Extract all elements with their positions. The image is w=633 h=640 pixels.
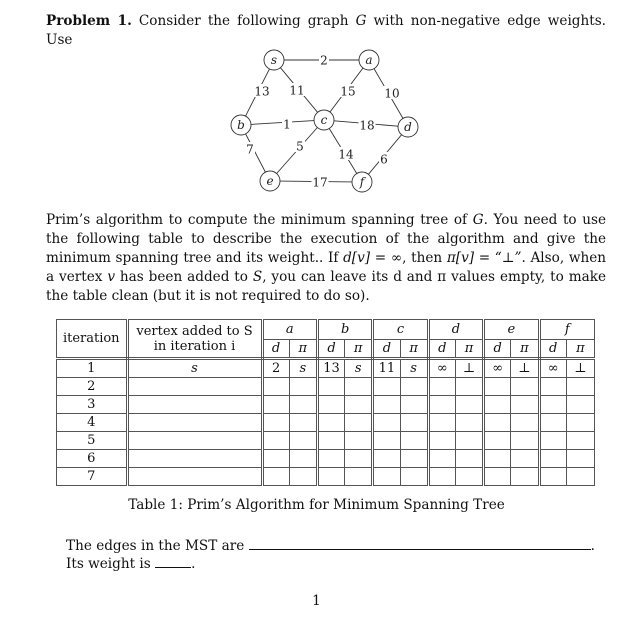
table-row bbox=[57, 396, 595, 414]
cell-pi-c[interactable] bbox=[400, 396, 428, 414]
cell-d-b[interactable] bbox=[317, 450, 344, 468]
cell-d-f[interactable]: ∞ bbox=[539, 359, 566, 378]
node-label-d: d bbox=[404, 120, 412, 134]
cell-d-d[interactable] bbox=[428, 414, 455, 432]
cell-pi-b[interactable] bbox=[345, 378, 373, 396]
cell-vertex-added[interactable] bbox=[127, 468, 262, 486]
cell-vertex-added[interactable] bbox=[127, 432, 262, 450]
table-row bbox=[57, 450, 595, 468]
cell-d-a[interactable] bbox=[262, 432, 289, 450]
cell-d-a[interactable] bbox=[262, 450, 289, 468]
instructions-text-1: Prim’s algorithm to compute the minimum spanning tree of bbox=[46, 212, 473, 228]
cell-pi-b[interactable]: s bbox=[345, 359, 373, 378]
cell-d-b[interactable] bbox=[317, 468, 344, 486]
header-d-e: d bbox=[484, 340, 511, 359]
header-vertex-line-2: in iteration i bbox=[153, 338, 236, 354]
cell-d-e[interactable] bbox=[484, 414, 511, 432]
edge-weight-e-f: 17 bbox=[312, 175, 328, 190]
cell-iteration: 2 bbox=[57, 378, 128, 396]
cell-iteration: 1 bbox=[57, 359, 128, 378]
cell-pi-a[interactable] bbox=[289, 468, 317, 486]
instructions-text-5: has been added to bbox=[115, 269, 253, 285]
cell-pi-b[interactable] bbox=[345, 468, 373, 486]
cell-iteration: 5 bbox=[57, 432, 128, 450]
cell-d-f[interactable] bbox=[539, 432, 566, 450]
cell-d-c[interactable] bbox=[373, 396, 400, 414]
cell-vertex-added[interactable] bbox=[127, 414, 262, 432]
instructions-vertex-v: v bbox=[107, 269, 116, 285]
cell-d-c[interactable] bbox=[373, 468, 400, 486]
cell-pi-c[interactable] bbox=[400, 450, 428, 468]
cell-d-e[interactable] bbox=[484, 396, 511, 414]
cell-d-d[interactable] bbox=[428, 378, 455, 396]
table-row bbox=[57, 359, 595, 378]
cell-d-f[interactable] bbox=[539, 468, 566, 486]
instructions-text-3: , then bbox=[402, 250, 447, 266]
cell-pi-f[interactable] bbox=[566, 432, 594, 450]
cell-pi-d[interactable] bbox=[455, 468, 483, 486]
cell-d-a[interactable] bbox=[262, 414, 289, 432]
cell-d-e[interactable]: ∞ bbox=[484, 359, 511, 378]
header-d-d: d bbox=[428, 340, 455, 359]
cell-pi-e[interactable] bbox=[511, 450, 539, 468]
instructions-graph-name: G bbox=[472, 212, 484, 228]
cell-pi-d[interactable] bbox=[455, 432, 483, 450]
header-vertex-c: c bbox=[373, 320, 428, 340]
cell-d-f[interactable] bbox=[539, 396, 566, 414]
cell-d-b[interactable] bbox=[317, 378, 344, 396]
cell-pi-e[interactable] bbox=[511, 378, 539, 396]
cell-pi-b[interactable] bbox=[345, 414, 373, 432]
mst-weight-label: Its weight is bbox=[66, 556, 151, 572]
problem-intro: Consider the following graph bbox=[138, 13, 349, 29]
header-vertex-e: e bbox=[484, 320, 539, 340]
header-vertex-f: f bbox=[539, 320, 594, 340]
cell-iteration: 7 bbox=[57, 468, 128, 486]
edge-weight-s-a: 2 bbox=[320, 53, 328, 68]
cell-pi-d[interactable] bbox=[455, 396, 483, 414]
table-caption: Table 1: Prim’s Algorithm for Minimum Spanning Tree bbox=[128, 497, 505, 513]
cell-d-d[interactable] bbox=[428, 468, 455, 486]
edge-weight-a-d: 10 bbox=[384, 86, 400, 101]
cell-pi-f[interactable] bbox=[566, 396, 594, 414]
cell-d-b[interactable] bbox=[317, 396, 344, 414]
cell-vertex-added[interactable]: s bbox=[127, 359, 262, 378]
edge-weight-b-c: 1 bbox=[283, 117, 291, 132]
cell-d-a[interactable] bbox=[262, 468, 289, 486]
mst-weight-blank[interactable] bbox=[155, 555, 191, 568]
cell-pi-c[interactable]: s bbox=[400, 359, 428, 378]
node-label-e: e bbox=[266, 174, 274, 188]
cell-d-a[interactable]: 2 bbox=[262, 359, 289, 378]
cell-pi-f[interactable] bbox=[566, 468, 594, 486]
cell-pi-f[interactable] bbox=[566, 378, 594, 396]
cell-pi-e[interactable] bbox=[511, 396, 539, 414]
cell-pi-e[interactable]: ⊥ bbox=[511, 359, 539, 378]
cell-iteration: 6 bbox=[57, 450, 128, 468]
header-vertex-b: b bbox=[317, 320, 372, 340]
cell-pi-f[interactable]: ⊥ bbox=[566, 359, 594, 378]
prim-table bbox=[56, 319, 595, 486]
instructions-text-2: . You need to use the following table to describe the execution of the algorithm and give the minimum spanning tree and its weight.. If bbox=[46, 212, 606, 266]
instructions-text-6: , you can leave its d and π values empty, to make the table clean (but it is not required to do so). bbox=[46, 269, 606, 304]
header-vertex-a: a bbox=[262, 320, 317, 340]
cell-vertex-added[interactable] bbox=[127, 378, 262, 396]
table-row bbox=[57, 414, 595, 432]
instructions-condition-1: d[v] = ∞ bbox=[343, 250, 403, 266]
header-iteration: iteration bbox=[57, 320, 128, 359]
header-pi-f: π bbox=[566, 340, 594, 359]
cell-pi-a[interactable] bbox=[289, 414, 317, 432]
cell-pi-a[interactable]: s bbox=[289, 359, 317, 378]
header-d-f: d bbox=[539, 340, 566, 359]
node-label-s: s bbox=[270, 53, 278, 67]
cell-d-e[interactable] bbox=[484, 450, 511, 468]
node-label-c: c bbox=[320, 113, 328, 127]
cell-d-c[interactable]: 11 bbox=[373, 359, 400, 378]
header-pi-d: π bbox=[455, 340, 483, 359]
cell-pi-d[interactable]: ⊥ bbox=[455, 359, 483, 378]
cell-d-d[interactable] bbox=[428, 450, 455, 468]
cell-pi-c[interactable] bbox=[400, 468, 428, 486]
graph-diagram bbox=[0, 0, 633, 200]
cell-d-a[interactable] bbox=[262, 396, 289, 414]
node-label-b: b bbox=[237, 118, 245, 132]
edge-weight-b-e: 7 bbox=[246, 142, 254, 157]
header-vertex-added bbox=[127, 320, 262, 359]
instructions-paragraph bbox=[46, 211, 606, 306]
cell-d-f[interactable] bbox=[539, 450, 566, 468]
cell-d-d[interactable]: ∞ bbox=[428, 359, 455, 378]
cell-d-e[interactable] bbox=[484, 378, 511, 396]
cell-d-c[interactable] bbox=[373, 414, 400, 432]
table-row bbox=[57, 378, 595, 396]
instructions-condition-2: π[v] = “⊥” bbox=[446, 250, 522, 266]
header-vertex-d: d bbox=[428, 320, 483, 340]
cell-pi-c[interactable] bbox=[400, 378, 428, 396]
instructions-text-4: . Also, when a vertex bbox=[46, 250, 607, 285]
edge-weight-c-f: 14 bbox=[338, 147, 354, 162]
header-pi-b: π bbox=[345, 340, 373, 359]
cell-d-d[interactable] bbox=[428, 396, 455, 414]
cell-pi-c[interactable] bbox=[400, 432, 428, 450]
cell-pi-d[interactable] bbox=[455, 414, 483, 432]
mst-weight-line: Its weight is . bbox=[66, 556, 196, 572]
mst-edges-blank[interactable] bbox=[249, 537, 591, 550]
mst-edges-label: The edges in the MST are bbox=[66, 538, 245, 554]
header-d-c: d bbox=[373, 340, 400, 359]
header-pi-a: π bbox=[289, 340, 317, 359]
cell-d-b[interactable]: 13 bbox=[317, 359, 344, 378]
cell-d-b[interactable] bbox=[317, 432, 344, 450]
cell-d-b[interactable] bbox=[317, 414, 344, 432]
cell-pi-e[interactable] bbox=[511, 414, 539, 432]
problem-label: Problem 1. bbox=[46, 13, 132, 29]
edge-weight-d-f: 6 bbox=[380, 152, 388, 167]
cell-pi-a[interactable] bbox=[289, 378, 317, 396]
instructions-set-S: S bbox=[252, 269, 263, 285]
cell-d-c[interactable] bbox=[373, 432, 400, 450]
cell-pi-e[interactable] bbox=[511, 468, 539, 486]
cell-pi-a[interactable] bbox=[289, 432, 317, 450]
edge-weight-a-c: 15 bbox=[340, 84, 356, 99]
cell-pi-f[interactable] bbox=[566, 450, 594, 468]
header-row-1 bbox=[57, 320, 595, 340]
header-d-b: d bbox=[317, 340, 344, 359]
edge-weight-s-c: 11 bbox=[289, 83, 305, 98]
cell-pi-b[interactable] bbox=[345, 450, 373, 468]
header-d-a: d bbox=[262, 340, 289, 359]
graph-name: G bbox=[355, 13, 367, 29]
cell-d-f[interactable] bbox=[539, 378, 566, 396]
edge-weight-s-b: 13 bbox=[254, 84, 270, 99]
cell-pi-f[interactable] bbox=[566, 414, 594, 432]
cell-pi-b[interactable] bbox=[345, 432, 373, 450]
cell-d-d[interactable] bbox=[428, 432, 455, 450]
cell-d-e[interactable] bbox=[484, 432, 511, 450]
node-label-f: f bbox=[359, 175, 365, 189]
mst-edges-line: The edges in the MST are . bbox=[66, 538, 595, 554]
cell-pi-b[interactable] bbox=[345, 396, 373, 414]
cell-d-c[interactable] bbox=[373, 378, 400, 396]
cell-iteration: 4 bbox=[57, 414, 128, 432]
problem-intro-end: with non-negative edge weights. Use bbox=[46, 13, 607, 48]
cell-vertex-added[interactable] bbox=[127, 396, 262, 414]
cell-d-f[interactable] bbox=[539, 414, 566, 432]
cell-d-e[interactable] bbox=[484, 468, 511, 486]
table-row bbox=[57, 432, 595, 450]
node-label-a: a bbox=[365, 53, 373, 67]
header-pi-e: π bbox=[511, 340, 539, 359]
cell-pi-a[interactable] bbox=[289, 396, 317, 414]
cell-d-c[interactable] bbox=[373, 450, 400, 468]
cell-pi-d[interactable] bbox=[455, 378, 483, 396]
page-number: 1 bbox=[312, 593, 321, 609]
cell-pi-c[interactable] bbox=[400, 414, 428, 432]
cell-vertex-added[interactable] bbox=[127, 450, 262, 468]
cell-pi-a[interactable] bbox=[289, 450, 317, 468]
cell-d-a[interactable] bbox=[262, 378, 289, 396]
header-vertex-line-1: vertex added to S bbox=[136, 323, 253, 339]
cell-pi-d[interactable] bbox=[455, 450, 483, 468]
edge-weight-c-e: 5 bbox=[296, 139, 304, 154]
edge-weight-c-d: 18 bbox=[359, 118, 375, 133]
cell-iteration: 3 bbox=[57, 396, 128, 414]
header-pi-c: π bbox=[400, 340, 428, 359]
cell-pi-e[interactable] bbox=[511, 432, 539, 450]
table-row bbox=[57, 468, 595, 486]
